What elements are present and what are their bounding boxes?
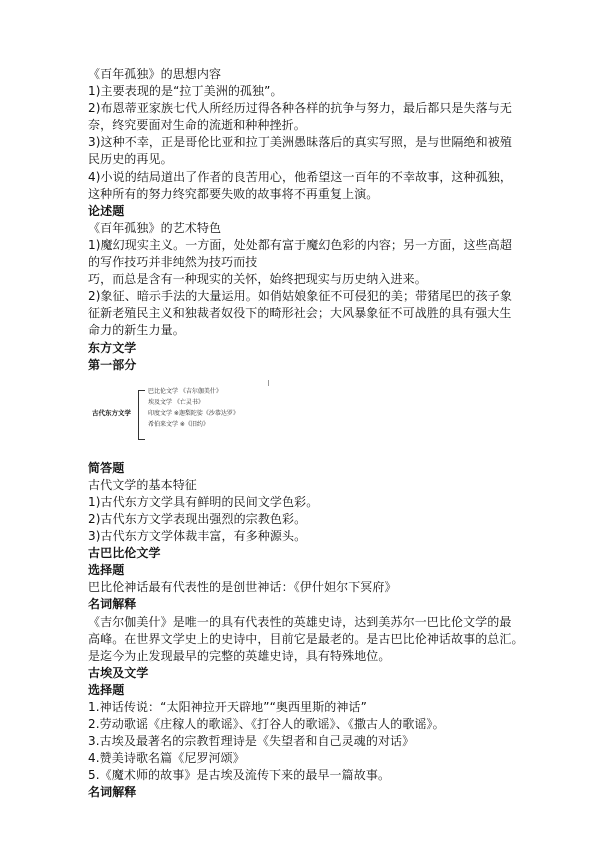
section-heading: 名词解释	[88, 597, 137, 612]
text-line: 命力的新生力量。	[88, 323, 185, 338]
section-heading: 选择题	[88, 563, 125, 578]
text-line: 3)这种不幸，正是哥伦比亚和拉丁美洲愚昧落后的真实写照，是与世隔绝和被殖	[88, 135, 512, 150]
text-line: 1.神话传说：“太阳神拉开天辟地”“奥西里斯的神话”	[88, 700, 367, 714]
text-line: 2)象征、暗示手法的大量运用。如俏姑娘象征不可侵犯的美；带猪尾巴的孩子象	[88, 289, 512, 304]
text-block-bottom	[88, 460, 528, 802]
text-line: 1)魔幻现实主义。一方面，处处都有富于魔幻色彩的内容；另一方面，这些高超	[88, 237, 512, 252]
text-line: 2.劳动歌谣《庄稼人的歌谣》、《打谷人的歌谣》、《撒古人的歌谣》。	[88, 717, 445, 732]
text-line: 2)古代东方文学表现出强烈的宗教色彩。	[88, 511, 307, 526]
section-heading: 古埃及文学	[88, 665, 149, 680]
section-heading: 东方文学	[88, 340, 137, 355]
section-heading: 论述题	[88, 203, 125, 218]
text-line: 民历史的再见。	[88, 152, 173, 167]
text-line: 2)布恩蒂亚家族七代人所经历过得各种各样的抗争与努力，最后都只是失落与无	[88, 101, 512, 116]
diagram-brace	[138, 390, 145, 440]
document-page	[88, 66, 528, 802]
text-line: 巧，而总是含有一种现实的关怀，始终把现实与历史纳入进来。	[88, 272, 427, 287]
diagram-branch: 巴比伦文学 《吉尔伽美什》	[148, 387, 222, 395]
text-line: 《吉尔伽美什》是唯一的具有代表性的英雄史诗，达到美苏尔一巴比伦文学的最	[88, 614, 512, 629]
text-line: 《百年孤独》的思想内容	[88, 67, 222, 81]
text-block-top	[88, 66, 528, 374]
text-line: 5.《魔术师的故事》是古埃及流传下来的最早一篇故事。	[88, 768, 391, 783]
text-line: 3)古代东方文学体裁丰富，有多种源头。	[88, 529, 307, 544]
text-line: 的写作技巧并非纯然为技巧而技	[88, 255, 258, 270]
text-line: 高峰。在世界文学史上的史诗中，目前它是最老的。是古巴比伦神话故事的总汇。	[88, 631, 524, 646]
text-line: 4)小说的结局道出了作者的良苦用心，他希望这一百年的不幸故事，这种孤独，	[88, 169, 512, 184]
section-heading: 选择题	[88, 682, 125, 697]
text-line: 1)主要表现的是“拉丁美洲的孤独”。	[88, 84, 283, 99]
outline-diagram	[88, 380, 528, 454]
text-line: 征新老殖民主义和独裁者奴役下的畸形社会；大风暴象征不可战胜的具有强大生	[88, 306, 512, 321]
diagram-root-label: 古代东方文学	[92, 408, 131, 417]
text-line: 古代文学的基本特征	[88, 477, 197, 492]
section-heading: 第一部分	[88, 357, 137, 372]
text-line: 奈，终究要面对生命的流逝和种种挫折。	[88, 118, 306, 133]
diagram-branches	[148, 386, 239, 430]
section-heading: 简答题	[88, 460, 125, 475]
text-line: 是迄今为止发现最早的完整的英雄史诗，具有特殊地位。	[88, 648, 391, 663]
text-line: 1)古代东方文学具有鲜明的民间文学色彩。	[88, 494, 319, 509]
text-line: 4.赞美诗歌名篇《尼罗河颂》	[88, 751, 245, 766]
diagram-branch: 埃及文学 《亡灵书》	[148, 398, 204, 406]
section-heading: 名词解释	[88, 785, 137, 800]
diagram-branch: 印度文学 ※迦梨陀娑《沙恭达罗》	[148, 409, 239, 417]
diagram-marker	[268, 380, 269, 386]
text-line: 这种所有的努力终究都要失败的故事将不再重复上演。	[88, 186, 379, 201]
text-line: 《百年孤独》的艺术特色	[88, 220, 222, 235]
section-heading: 古巴比伦文学	[88, 546, 161, 561]
text-line: 巴比伦神话最有代表性的是创世神话：《伊什妲尔下冥府》	[88, 580, 397, 595]
diagram-branch: 希伯来文学 ※《旧约》	[148, 420, 209, 428]
text-line: 3.古埃及最著名的宗教哲理诗是《失望者和自己灵魂的对话》	[88, 734, 415, 749]
